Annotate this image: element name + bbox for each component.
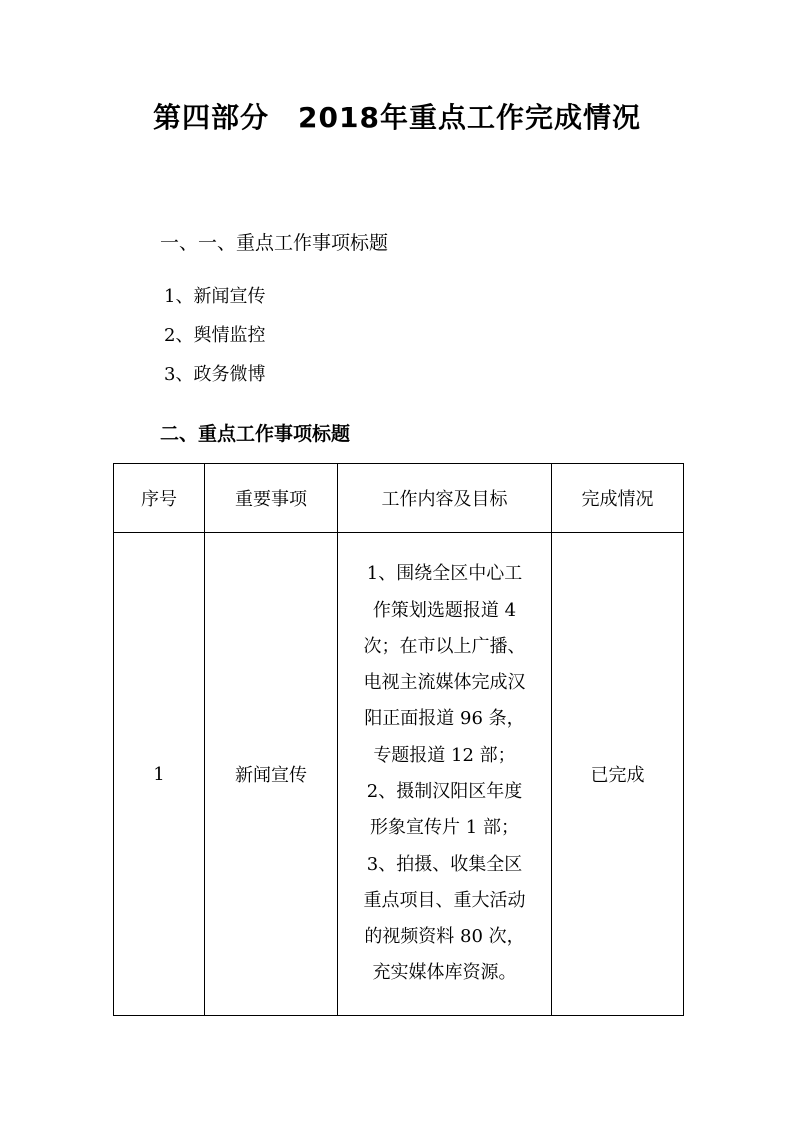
column-header-content: 工作内容及目标 xyxy=(338,464,552,533)
section-heading-2: 二、重点工作事项标题 xyxy=(160,423,351,445)
content-line: 3、拍摄、收集全区 xyxy=(366,853,523,875)
content-line: 阳正面报道 96 条， xyxy=(364,708,525,730)
table-row xyxy=(114,533,684,1016)
content-line: 作策划选题报道 4 xyxy=(372,599,517,621)
key-work-list xyxy=(164,284,265,401)
cell-item: 新闻宣传 xyxy=(205,533,338,1016)
section-heading-1: 一、一、重点工作事项标题 xyxy=(160,232,389,254)
content-line: 电视主流媒体完成汉 xyxy=(363,672,526,694)
list-item: 1、新闻宣传 xyxy=(164,286,266,307)
work-table xyxy=(113,463,684,1016)
column-header-item: 重要事项 xyxy=(205,464,338,533)
content-line: 1、围绕全区中心工 xyxy=(366,563,523,585)
content-line: 重点项目、重大活动 xyxy=(363,889,526,911)
content-line: 专题报道 12 部； xyxy=(373,744,516,766)
content-line: 2、摄制汉阳区年度 xyxy=(366,781,523,802)
cell-status: 已完成 xyxy=(552,533,684,1016)
cell-index: 1 xyxy=(114,533,205,1016)
column-header-index: 序号 xyxy=(114,464,205,533)
column-header-status: 完成情况 xyxy=(552,464,684,533)
page-title: 第四部分 2018年重点工作完成情况 xyxy=(153,101,641,134)
table-header-row xyxy=(114,464,684,533)
cell-content xyxy=(338,533,552,1016)
content-line: 形象宣传片 1 部； xyxy=(370,817,519,839)
content-line: 的视频资料 80 次， xyxy=(364,926,525,948)
content-line: 次；在市以上广播、 xyxy=(363,635,526,657)
list-item: 2、舆情监控 xyxy=(164,325,266,346)
list-item: 3、政务微博 xyxy=(164,364,266,385)
content-line: 充实媒体库资源。 xyxy=(372,962,517,984)
